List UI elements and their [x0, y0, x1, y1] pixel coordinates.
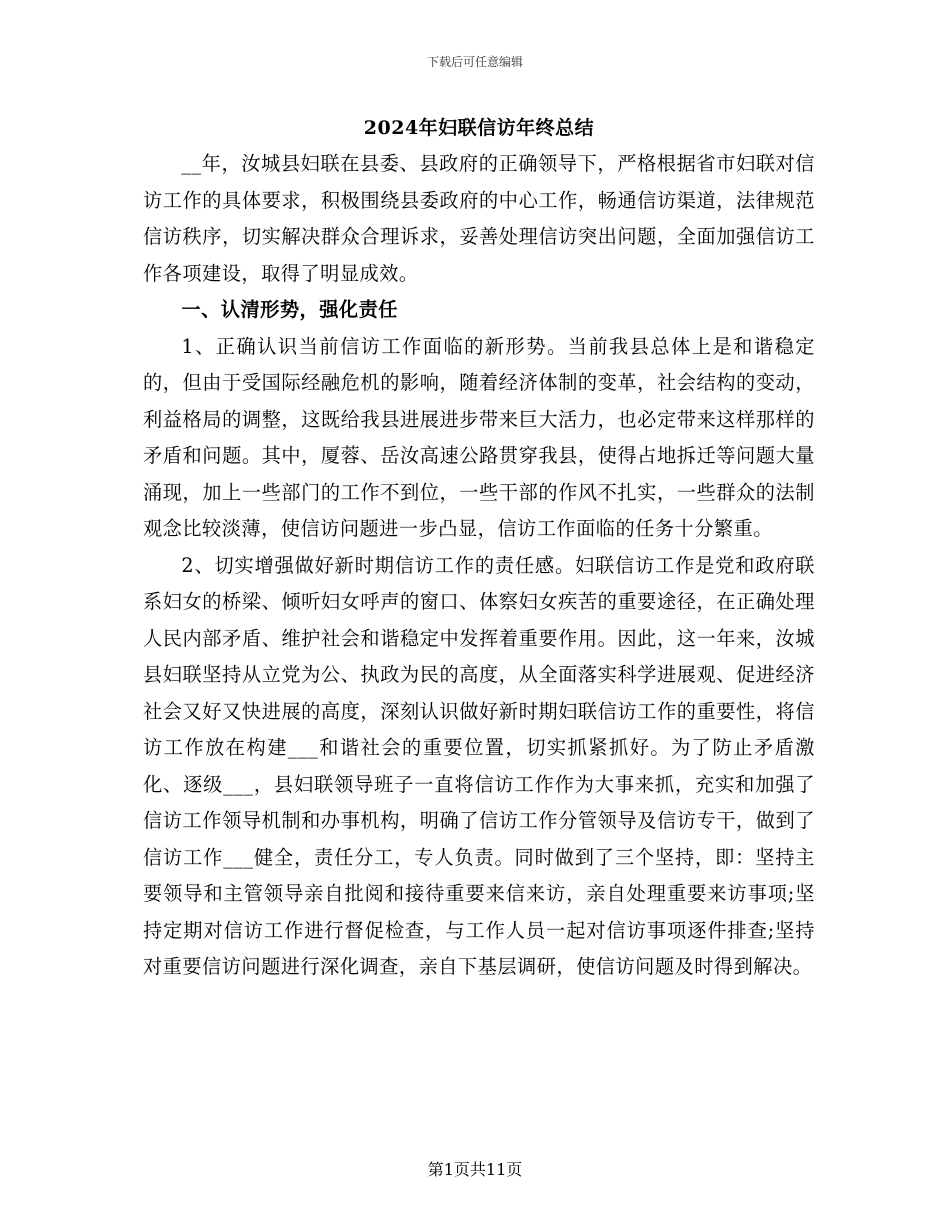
document-title: 2024年妇联信访年终总结 — [363, 117, 595, 139]
section-heading: 一、认清形势，强化责任 — [181, 298, 398, 321]
document-body — [143, 110, 815, 986]
download-note: 下载后可任意编辑 — [426, 55, 523, 69]
body-paragraph: 2、切实增强做好新时期信访工作的责任感。妇联信访工作是党和政府联系妇女的桥梁、倾听妇女呼声的窗口、体察妇女疾苦的重要途径，在正确处理人民内部矛盾、维护社会和谐稳定中发挥着重要作用。因此，这一年来，汝城县妇联坚持从立党为公、执政为民的高度，从全面落实科学进展观、促进经济社会又好又快进展的高度，深刻认识做好新时期妇联信访工作的重要性，将信访工作放在构建___和谐社会的重要位置，切实抓紧抓好。为了防止矛盾激化、逐级___，县妇联领导班子一直将信访工作作为大事来抓，充实和加强了信访工作领导机制和办事机构，明确了信访工作分管领导及信访专干，做到了信访工作___健全，责任分工，专人负责。同时做到了三个坚持，即：坚持主要领导和主管领导亲自批阅和接待重要来信来访，亲自处理重要来访事项;坚持定期对信访工作进行督促检查，与工作人员一起对信访事项逐件排查;坚持对重要信访问题进行深化调查，亲自下基层调研，使信访问题及时得到解决。 — [143, 553, 815, 978]
body-paragraph: 1、正确认识当前信访工作面临的新形势。当前我县总体上是和谐稳定的，但由于受国际经融危机的影响，随着经济体制的变革，社会结构的变动，利益格局的调整，这既给我县进展进步带来巨大活力，也必定带来这样那样的矛盾和问题。其中，厦蓉、岳汝高速公路贯穿我县，使得占地拆迁等问题大量涌现，加上一些部门的工作不到位，一些干部的作风不扎实，一些群众的法制观念比较淡薄，使信访问题进一步凸显，信访工作面临的任务十分繁重。 — [143, 334, 815, 540]
intro-paragraph: __年，汝城县妇联在县委、县政府的正确领导下，严格根据省市妇联对信访工作的具体要求，积极围绕县委政府的中心工作，畅通信访渠道，法律规范信访秩序，切实解决群众合理诉求，妥善处理信访突出问题，全面加强信访工作各项建设，取得了明显成效。 — [143, 152, 815, 285]
page-indicator: 第1页共11页 — [427, 1160, 523, 1179]
